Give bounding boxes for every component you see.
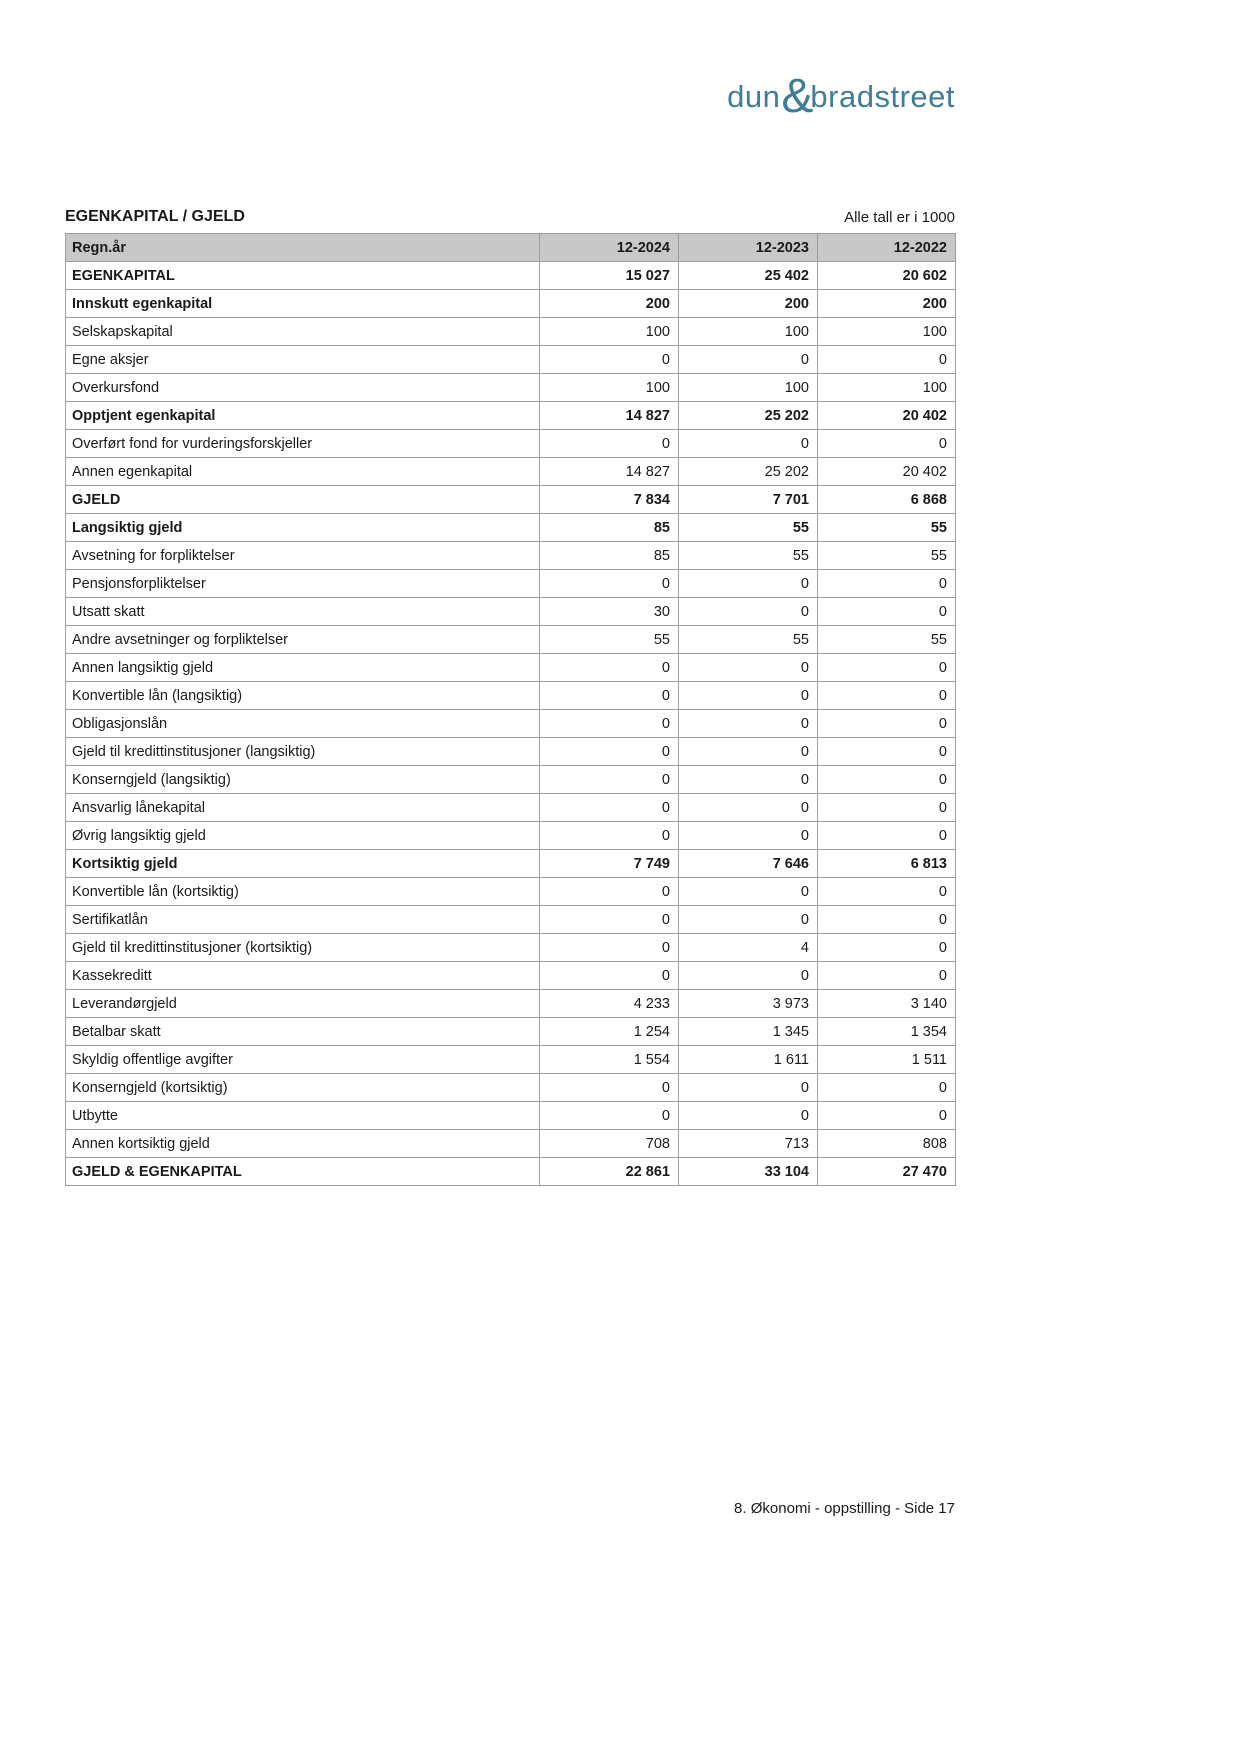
units-note: Alle tall er i 1000 bbox=[844, 209, 955, 226]
row-value: 1 554 bbox=[540, 1046, 679, 1074]
row-value: 100 bbox=[679, 374, 818, 402]
row-value: 0 bbox=[818, 766, 956, 794]
table-row bbox=[66, 990, 956, 1018]
row-value: 0 bbox=[818, 346, 956, 374]
table-header bbox=[66, 234, 956, 262]
row-label: Innskutt egenkapital bbox=[66, 290, 540, 318]
table-row bbox=[66, 598, 956, 626]
table-row bbox=[66, 374, 956, 402]
section-header bbox=[65, 208, 955, 226]
table-body bbox=[66, 262, 956, 1186]
row-value: 0 bbox=[540, 906, 679, 934]
row-value: 200 bbox=[679, 290, 818, 318]
row-label: Utsatt skatt bbox=[66, 598, 540, 626]
row-value: 0 bbox=[679, 682, 818, 710]
row-value: 0 bbox=[540, 682, 679, 710]
row-value: 100 bbox=[540, 318, 679, 346]
row-label: Avsetning for forpliktelser bbox=[66, 542, 540, 570]
table-row bbox=[66, 794, 956, 822]
table-row bbox=[66, 514, 956, 542]
row-value: 713 bbox=[679, 1130, 818, 1158]
row-value: 100 bbox=[818, 318, 956, 346]
content-column bbox=[65, 0, 955, 1186]
table-row bbox=[66, 486, 956, 514]
row-label: Konserngjeld (langsiktig) bbox=[66, 766, 540, 794]
logo-word-bradstreet: bradstreet bbox=[810, 79, 955, 114]
table-row bbox=[66, 1046, 956, 1074]
row-value: 0 bbox=[540, 934, 679, 962]
row-label: Ansvarlig lånekapital bbox=[66, 794, 540, 822]
table-row bbox=[66, 962, 956, 990]
row-value: 0 bbox=[818, 430, 956, 458]
table-row bbox=[66, 542, 956, 570]
row-value: 55 bbox=[818, 626, 956, 654]
row-label: Annen kortsiktig gjeld bbox=[66, 1130, 540, 1158]
row-value: 4 233 bbox=[540, 990, 679, 1018]
row-value: 0 bbox=[818, 906, 956, 934]
row-value: 1 354 bbox=[818, 1018, 956, 1046]
row-value: 0 bbox=[540, 654, 679, 682]
logo-ampersand-icon: & bbox=[781, 70, 814, 123]
table-row bbox=[66, 850, 956, 878]
table-row bbox=[66, 878, 956, 906]
row-value: 20 402 bbox=[818, 402, 956, 430]
row-value: 0 bbox=[540, 710, 679, 738]
row-label: Langsiktig gjeld bbox=[66, 514, 540, 542]
row-label: Utbytte bbox=[66, 1102, 540, 1130]
row-value: 0 bbox=[818, 794, 956, 822]
row-value: 808 bbox=[818, 1130, 956, 1158]
column-header-2022: 12-2022 bbox=[818, 234, 956, 262]
row-label: Gjeld til kredittinstitusjoner (kortsiktig) bbox=[66, 934, 540, 962]
row-value: 3 973 bbox=[679, 990, 818, 1018]
row-label: Konvertible lån (langsiktig) bbox=[66, 682, 540, 710]
row-value: 0 bbox=[679, 346, 818, 374]
row-value: 100 bbox=[818, 374, 956, 402]
row-label: Skyldig offentlige avgifter bbox=[66, 1046, 540, 1074]
table-row bbox=[66, 766, 956, 794]
row-label: Kortsiktig gjeld bbox=[66, 850, 540, 878]
table-row bbox=[66, 1130, 956, 1158]
page-footer: 8. Økonomi - oppstilling - Side 17 bbox=[734, 1500, 955, 1517]
row-value: 14 827 bbox=[540, 402, 679, 430]
column-header-2023: 12-2023 bbox=[679, 234, 818, 262]
row-value: 15 027 bbox=[540, 262, 679, 290]
table-row bbox=[66, 710, 956, 738]
row-value: 20 402 bbox=[818, 458, 956, 486]
row-value: 1 345 bbox=[679, 1018, 818, 1046]
table-row bbox=[66, 738, 956, 766]
row-value: 3 140 bbox=[818, 990, 956, 1018]
row-value: 0 bbox=[540, 794, 679, 822]
row-value: 4 bbox=[679, 934, 818, 962]
row-value: 0 bbox=[540, 1102, 679, 1130]
row-label: Konserngjeld (kortsiktig) bbox=[66, 1074, 540, 1102]
row-label: Overført fond for vurderingsforskjeller bbox=[66, 430, 540, 458]
row-value: 0 bbox=[818, 962, 956, 990]
row-value: 0 bbox=[679, 598, 818, 626]
row-label: GJELD & EGENKAPITAL bbox=[66, 1158, 540, 1186]
column-header-regnar: Regn.år bbox=[66, 234, 540, 262]
row-value: 0 bbox=[540, 1074, 679, 1102]
row-value: 55 bbox=[540, 626, 679, 654]
row-value: 0 bbox=[679, 878, 818, 906]
row-value: 55 bbox=[679, 514, 818, 542]
row-label: Leverandørgjeld bbox=[66, 990, 540, 1018]
row-value: 14 827 bbox=[540, 458, 679, 486]
table-row bbox=[66, 626, 956, 654]
row-value: 0 bbox=[679, 1074, 818, 1102]
table-row bbox=[66, 430, 956, 458]
row-value: 0 bbox=[679, 962, 818, 990]
row-label: Pensjonsforpliktelser bbox=[66, 570, 540, 598]
row-label: Sertifikatlån bbox=[66, 906, 540, 934]
row-value: 200 bbox=[540, 290, 679, 318]
row-value: 0 bbox=[540, 822, 679, 850]
row-label: EGENKAPITAL bbox=[66, 262, 540, 290]
row-value: 0 bbox=[540, 738, 679, 766]
row-value: 0 bbox=[540, 570, 679, 598]
table-row bbox=[66, 1074, 956, 1102]
row-value: 0 bbox=[540, 878, 679, 906]
dun-bradstreet-logo bbox=[65, 68, 955, 123]
table-row bbox=[66, 262, 956, 290]
row-value: 0 bbox=[818, 1074, 956, 1102]
row-value: 200 bbox=[818, 290, 956, 318]
row-label: Annen langsiktig gjeld bbox=[66, 654, 540, 682]
table-row bbox=[66, 906, 956, 934]
row-value: 100 bbox=[679, 318, 818, 346]
row-label: Øvrig langsiktig gjeld bbox=[66, 822, 540, 850]
row-value: 27 470 bbox=[818, 1158, 956, 1186]
row-value: 0 bbox=[540, 962, 679, 990]
row-value: 25 202 bbox=[679, 458, 818, 486]
row-value: 55 bbox=[818, 542, 956, 570]
table-row bbox=[66, 458, 956, 486]
row-value: 0 bbox=[679, 570, 818, 598]
row-value: 6 813 bbox=[818, 850, 956, 878]
row-value: 20 602 bbox=[818, 262, 956, 290]
row-value: 7 834 bbox=[540, 486, 679, 514]
page-title: EGENKAPITAL / GJELD bbox=[65, 208, 245, 225]
table-row bbox=[66, 346, 956, 374]
table-row bbox=[66, 822, 956, 850]
table-row bbox=[66, 1018, 956, 1046]
row-value: 0 bbox=[540, 766, 679, 794]
row-label: Opptjent egenkapital bbox=[66, 402, 540, 430]
row-value: 55 bbox=[818, 514, 956, 542]
row-value: 0 bbox=[679, 766, 818, 794]
row-label: Andre avsetninger og forpliktelser bbox=[66, 626, 540, 654]
table-row bbox=[66, 570, 956, 598]
row-value: 33 104 bbox=[679, 1158, 818, 1186]
row-value: 0 bbox=[679, 1102, 818, 1130]
row-value: 0 bbox=[679, 710, 818, 738]
row-label: Betalbar skatt bbox=[66, 1018, 540, 1046]
row-value: 1 511 bbox=[818, 1046, 956, 1074]
table-row bbox=[66, 1158, 956, 1186]
row-value: 85 bbox=[540, 542, 679, 570]
equity-debt-table bbox=[65, 233, 956, 1186]
row-value: 1 254 bbox=[540, 1018, 679, 1046]
row-value: 6 868 bbox=[818, 486, 956, 514]
row-value: 22 861 bbox=[540, 1158, 679, 1186]
logo-word-dun: dun bbox=[727, 79, 781, 114]
row-label: Kassekreditt bbox=[66, 962, 540, 990]
row-value: 0 bbox=[818, 654, 956, 682]
row-label: Obligasjonslån bbox=[66, 710, 540, 738]
column-header-2024: 12-2024 bbox=[540, 234, 679, 262]
row-label: Gjeld til kredittinstitusjoner (langsiktig) bbox=[66, 738, 540, 766]
row-value: 0 bbox=[818, 738, 956, 766]
row-label: Egne aksjer bbox=[66, 346, 540, 374]
row-value: 30 bbox=[540, 598, 679, 626]
row-value: 100 bbox=[540, 374, 679, 402]
row-label: Selskapskapital bbox=[66, 318, 540, 346]
row-value: 1 611 bbox=[679, 1046, 818, 1074]
table-row bbox=[66, 654, 956, 682]
row-label: Overkursfond bbox=[66, 374, 540, 402]
row-value: 7 701 bbox=[679, 486, 818, 514]
table-row bbox=[66, 402, 956, 430]
row-value: 85 bbox=[540, 514, 679, 542]
row-value: 0 bbox=[818, 598, 956, 626]
row-value: 25 202 bbox=[679, 402, 818, 430]
row-value: 0 bbox=[818, 1102, 956, 1130]
row-value: 0 bbox=[679, 906, 818, 934]
row-value: 708 bbox=[540, 1130, 679, 1158]
row-value: 0 bbox=[540, 430, 679, 458]
row-value: 55 bbox=[679, 626, 818, 654]
row-value: 0 bbox=[818, 682, 956, 710]
row-value: 0 bbox=[679, 794, 818, 822]
row-label: Konvertible lån (kortsiktig) bbox=[66, 878, 540, 906]
row-value: 0 bbox=[679, 654, 818, 682]
row-label: Annen egenkapital bbox=[66, 458, 540, 486]
table-header-row bbox=[66, 234, 956, 262]
row-value: 0 bbox=[679, 430, 818, 458]
row-value: 0 bbox=[540, 346, 679, 374]
row-value: 0 bbox=[818, 878, 956, 906]
table-row bbox=[66, 934, 956, 962]
row-value: 0 bbox=[679, 738, 818, 766]
table-row bbox=[66, 682, 956, 710]
table-row bbox=[66, 318, 956, 346]
row-value: 0 bbox=[679, 822, 818, 850]
row-value: 55 bbox=[679, 542, 818, 570]
row-value: 7 646 bbox=[679, 850, 818, 878]
table-row bbox=[66, 290, 956, 318]
table-row bbox=[66, 1102, 956, 1130]
row-value: 25 402 bbox=[679, 262, 818, 290]
row-label: GJELD bbox=[66, 486, 540, 514]
row-value: 7 749 bbox=[540, 850, 679, 878]
row-value: 0 bbox=[818, 934, 956, 962]
row-value: 0 bbox=[818, 822, 956, 850]
row-value: 0 bbox=[818, 570, 956, 598]
row-value: 0 bbox=[818, 710, 956, 738]
